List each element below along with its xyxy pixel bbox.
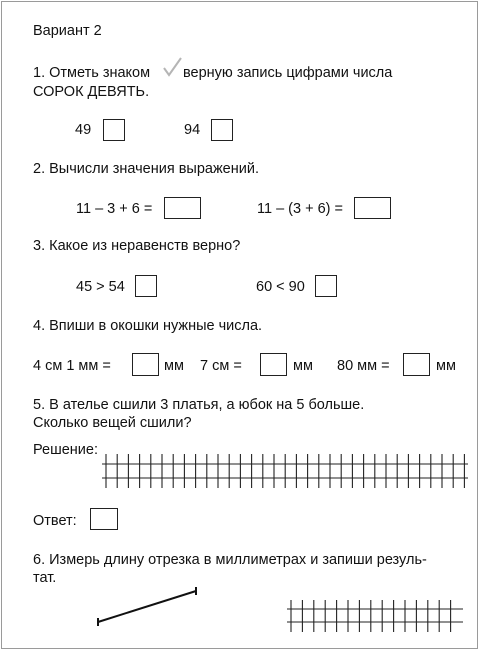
task6-line2: тат. bbox=[33, 570, 57, 586]
task4-item2-unit: мм bbox=[293, 358, 313, 374]
task4-item3-unit: мм bbox=[436, 358, 456, 374]
task4-item1-box[interactable] bbox=[132, 353, 159, 376]
solution-label: Решение: bbox=[33, 442, 98, 458]
task3-title: 3. Какое из неравенств верно? bbox=[33, 238, 241, 254]
task1-option-49: 49 bbox=[75, 122, 92, 138]
task1-option-94: 94 bbox=[184, 122, 201, 138]
task1-text-line2: СОРОК ДЕВЯТЬ. bbox=[33, 84, 150, 100]
answer-grid[interactable] bbox=[287, 598, 467, 634]
task1-text-before: 1. Отметь знаком bbox=[33, 65, 151, 81]
task5-line1: 5. В ателье сшили 3 платья, а юбок на 5 больше. bbox=[33, 397, 365, 413]
task2-title: 2. Вычисли значения выражений. bbox=[33, 161, 259, 177]
task2-expr2: 11 – (3 + 6) = bbox=[257, 201, 343, 217]
check-mark-icon bbox=[161, 56, 183, 78]
task1-checkbox-94[interactable] bbox=[211, 119, 233, 141]
task4-item2-left: 7 см = bbox=[200, 358, 242, 374]
task4-title: 4. Впиши в окошки нужные числа. bbox=[33, 318, 263, 334]
task2-answer2-box[interactable] bbox=[354, 197, 391, 219]
task1-text-after: верную запись цифрами числа bbox=[183, 65, 393, 81]
task3-ineq1: 45 > 54 bbox=[76, 279, 125, 295]
task6-line1: 6. Измерь длину отрезка в миллиметрах и запиши резуль- bbox=[33, 552, 427, 568]
answer-label: Ответ: bbox=[33, 513, 77, 529]
task4-item2-box[interactable] bbox=[260, 353, 287, 376]
task2-expr1: 11 – 3 + 6 = bbox=[76, 201, 153, 217]
task4-item3-left: 80 мм = bbox=[337, 358, 390, 374]
solution-grid[interactable] bbox=[102, 452, 472, 490]
measure-segment bbox=[92, 584, 204, 628]
task2-answer1-box[interactable] bbox=[164, 197, 201, 219]
task3-ineq2: 60 < 90 bbox=[256, 279, 305, 295]
task4-item3-box[interactable] bbox=[403, 353, 430, 376]
task5-line2: Сколько вещей сшили? bbox=[33, 415, 192, 431]
task3-checkbox2[interactable] bbox=[315, 275, 337, 297]
task1-checkbox-49[interactable] bbox=[103, 119, 125, 141]
variant-title: Вариант 2 bbox=[33, 23, 102, 39]
task3-checkbox1[interactable] bbox=[135, 275, 157, 297]
task4-item1-left: 4 см 1 мм = bbox=[33, 358, 111, 374]
task4-item1-unit: мм bbox=[164, 358, 184, 374]
answer-box[interactable] bbox=[90, 508, 118, 530]
